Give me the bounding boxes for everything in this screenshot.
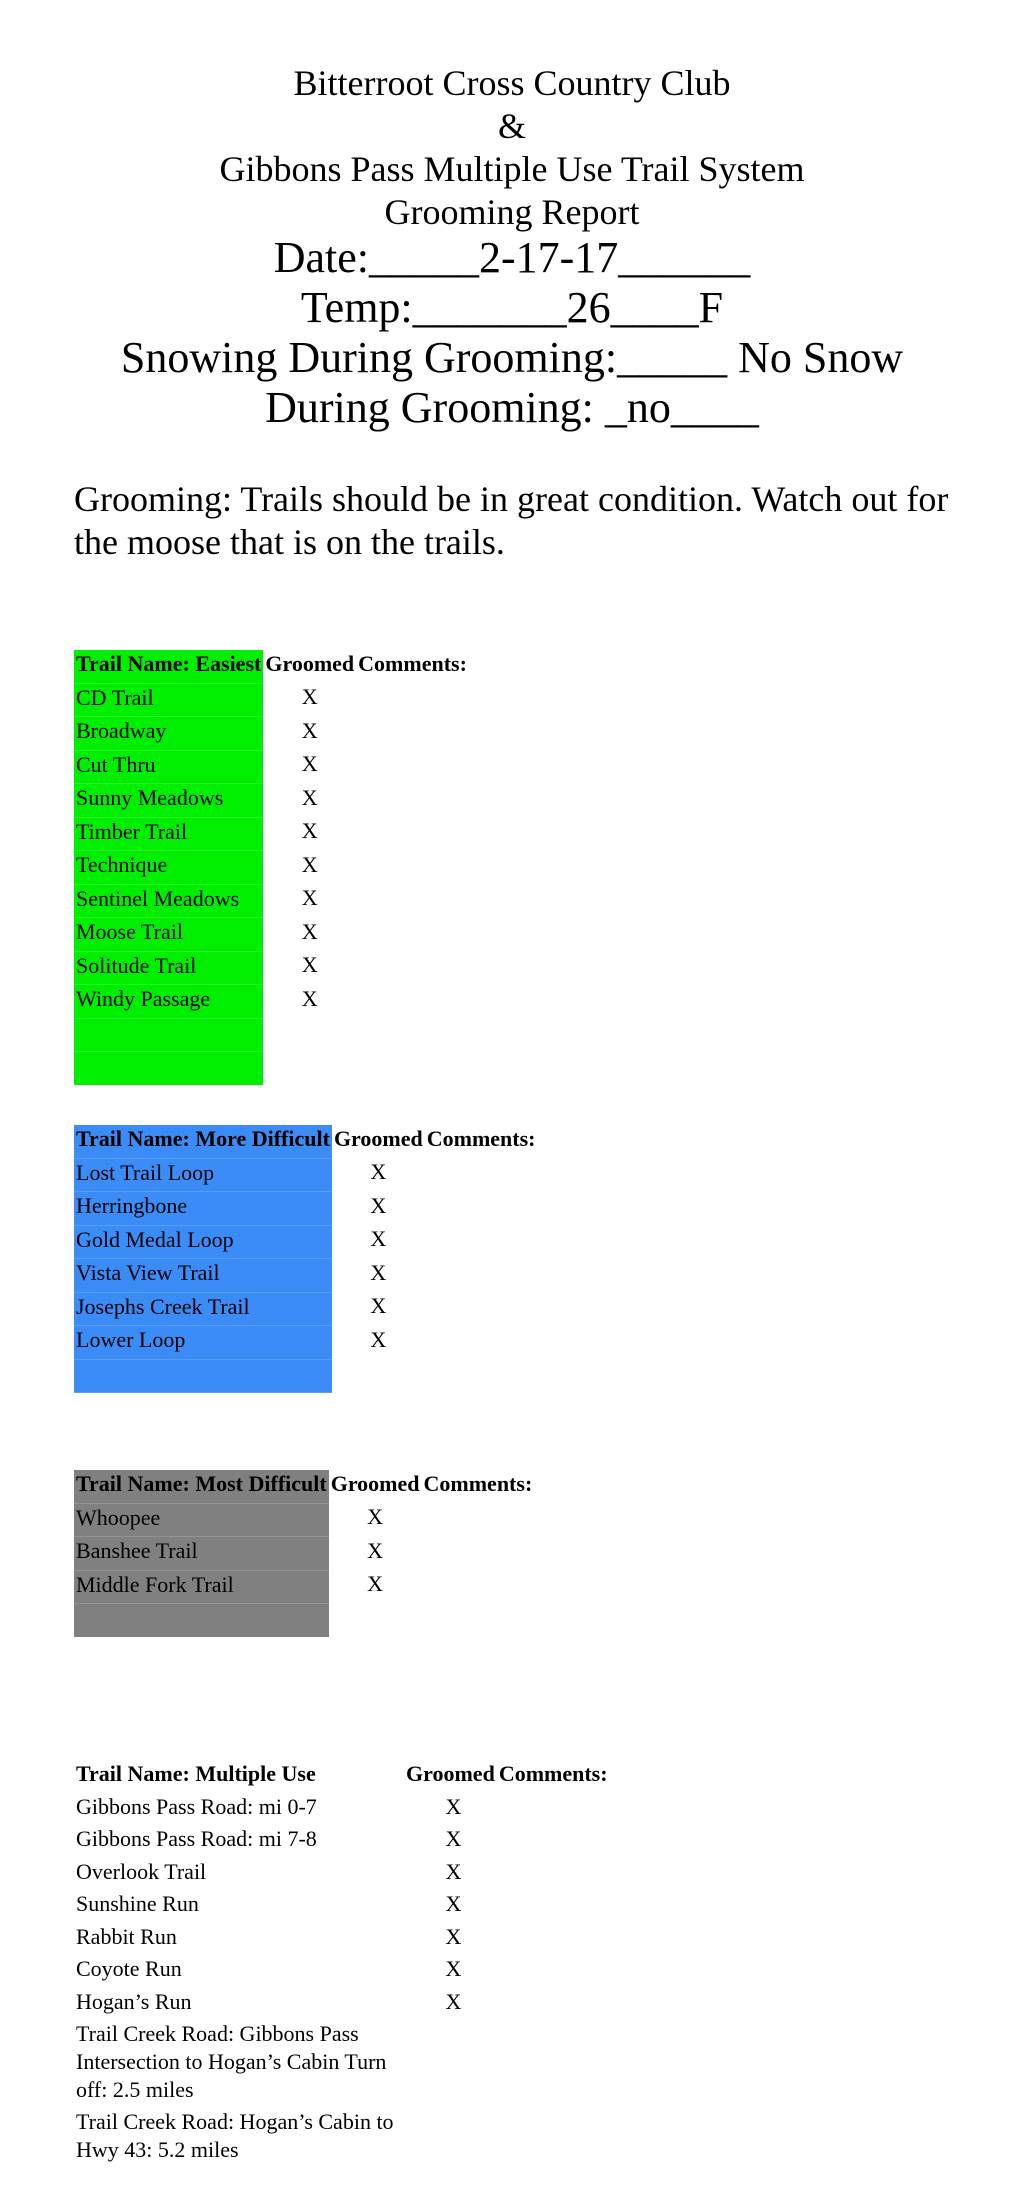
comments-cell [422,1537,535,1571]
trail-row [74,1259,538,1293]
comments-header: Comments: [423,1471,533,1496]
empty-cell [356,1052,469,1086]
groomed-cell: X [445,1891,462,1916]
empty-cell [332,1359,425,1393]
trail-name-header: Trail Name: More Difficult [74,1125,332,1158]
comments-cell [356,918,469,952]
trail-row [74,1955,610,1988]
trail-row [74,2020,610,2108]
comments-cell [497,1988,610,2021]
groomed-cell: X [370,1159,387,1184]
trail-name-cell: Broadway [74,717,263,751]
groomed-cell: X [301,818,318,843]
trail-row [74,1225,538,1259]
comments-cell [356,851,469,885]
trail-row [74,851,469,885]
empty-cell [422,1604,535,1638]
trail-name-cell: Rabbit Run [76,1923,177,1949]
trail-name-cell: Gibbons Pass Road: mi 0-7 [76,1793,317,1819]
groomed-cell: X [301,885,318,910]
groomed-cell: X [301,918,318,944]
trail-name-cell: Josephs Creek Trail [74,1292,332,1326]
comments-cell [497,1825,610,1858]
groomed-cell [404,2020,497,2108]
date-line: Date:_____2-17-17______ [273,233,751,282]
trail-name-cell: Sentinel Meadows [74,884,263,918]
trail-name-cell: Sunshine Run [76,1891,199,1916]
trail-row [74,1537,534,1571]
trail-name-cell: Gibbons Pass Road: mi 7-8 [76,1826,317,1851]
groomed-cell: X [370,1226,387,1251]
trail-row [74,1858,610,1891]
comments-cell [356,683,469,717]
comments-cell [356,985,469,1019]
groomed-cell: X [301,751,318,776]
trail-row [74,1292,538,1326]
groomed-cell: X [301,851,318,877]
comments-cell [356,784,469,818]
comments-cell [497,1923,610,1956]
trail-system-name: Gibbons Pass Multiple Use Trail System [219,149,805,189]
groomed-cell: X [301,784,318,810]
trail-row [74,1192,538,1226]
comments-cell [425,1158,538,1192]
trail-row [74,1923,610,1956]
groomed-cell: X [370,1192,387,1218]
comments-cell [356,817,469,851]
trail-name-cell: Middle Fork Trail [74,1570,329,1604]
comments-cell [356,951,469,985]
multiple-use-trails-table [74,1760,610,2168]
trail-row [74,1825,610,1858]
empty-cell [74,1359,332,1393]
trail-name-cell: Herringbone [74,1192,332,1226]
trail-name-cell: Trail Creek Road: Gibbons Pass Intersection to Hogan’s Cabin Turn off: 2.5 miles [76,2021,387,2102]
comments-cell [425,1192,538,1226]
comments-cell [422,1503,535,1537]
groomed-cell: X [301,717,318,743]
trail-name-cell: Hogan’s Run [76,1988,192,2014]
trail-row [74,1890,610,1923]
groomed-cell: X [445,1793,462,1819]
empty-cell [425,1359,538,1393]
trail-row [74,817,469,851]
comments-cell [356,750,469,784]
trail-name-cell: Sunny Meadows [74,784,263,818]
trail-row [74,1570,534,1604]
groomed-cell: X [301,684,318,709]
trail-name-cell: Trail Creek Road: Hogan’s Cabin to Hwy 43: 5.2 miles [76,2109,394,2162]
temp-line: Temp:_______26____F [300,283,724,332]
during-grooming-line: During Grooming: _no____ [265,383,759,432]
groomed-cell: X [445,1923,462,1949]
trail-name-cell: Timber Trail [74,817,263,851]
empty-cell [263,1052,356,1086]
trail-row [74,717,469,751]
groomed-cell: X [367,1537,384,1563]
groomed-cell: X [370,1326,387,1352]
comments-cell [356,717,469,751]
empty-cell [356,1018,469,1052]
more-difficult-trails-table [74,1125,538,1393]
comments-header: Comments: [426,1126,536,1151]
trail-row [74,985,469,1019]
trail-row [74,884,469,918]
trail-name-header: Trail Name: Most Difficult [74,1470,329,1503]
trail-name-header: Trail Name: Multiple Use [76,1761,316,1786]
empty-cell [74,1052,263,1086]
trail-name-cell: Lower Loop [74,1326,332,1360]
comments-cell [497,1793,610,1826]
groomed-cell: X [445,1956,462,1981]
table-header-row [74,1125,538,1158]
empty-row [74,1604,534,1638]
comments-cell [422,1570,535,1604]
ampersand: & [497,106,526,146]
comments-cell [425,1292,538,1326]
trail-name-cell: Coyote Run [76,1956,182,1981]
groomed-cell: X [301,952,318,977]
trail-name-cell: Banshee Trail [74,1537,329,1571]
empty-row [74,1018,469,1052]
groomed-header: Groomed [406,1761,495,1786]
groomed-cell: X [370,1259,387,1285]
most-difficult-trails-table [74,1470,534,1638]
trail-row [74,1793,610,1826]
trail-name-cell: Solitude Trail [74,951,263,985]
comments-header: Comments: [358,651,467,676]
groomed-cell: X [367,1504,384,1529]
groomed-cell: X [367,1571,384,1596]
trail-name-cell: Gold Medal Loop [74,1225,332,1259]
comments-cell [497,1955,610,1988]
trail-name-cell: Vista View Trail [74,1259,332,1293]
trail-row [74,918,469,952]
empty-cell [263,1018,356,1052]
trail-row [74,1988,610,2021]
grooming-note: Grooming: Trails should be in great condition. Watch out for the moose that is on the trails. [74,479,949,562]
empty-cell [74,1604,329,1638]
table-header-row [74,1760,610,1793]
trail-name-cell: Whoopee [74,1503,329,1537]
table-header-row [74,1470,534,1503]
comments-cell [497,2020,610,2108]
comments-cell [497,1890,610,1923]
trail-name-header: Trail Name: Easiest [74,650,263,683]
comments-cell [497,1858,610,1891]
trail-row [74,750,469,784]
trail-name-cell: Lost Trail Loop [74,1158,332,1192]
comments-cell [425,1326,538,1360]
trail-row [74,951,469,985]
comments-header: Comments: [498,1761,608,1786]
trail-name-cell: Technique [74,851,263,885]
easiest-trails-table [74,650,469,1086]
trail-row [74,1503,534,1537]
snowing-line: Snowing During Grooming:_____ No Snow [120,333,904,382]
groomed-header: Groomed [265,651,355,676]
empty-row [74,1359,538,1393]
trail-name-cell: CD Trail [74,683,263,717]
trail-row [74,784,469,818]
groomed-header: Groomed [333,1126,423,1151]
comments-cell [497,2108,610,2168]
trail-name-cell: Overlook Trail [76,1858,207,1884]
groomed-cell: X [301,985,318,1011]
trail-name-cell: Windy Passage [74,985,263,1019]
comments-cell [425,1259,538,1293]
comments-cell [425,1225,538,1259]
groomed-cell: X [445,1858,462,1884]
comments-cell [356,884,469,918]
groomed-header: Groomed [330,1471,420,1496]
trail-row [74,1158,538,1192]
empty-cell [74,1018,263,1052]
report-title: Grooming Report [384,192,640,232]
table-header-row [74,650,469,683]
groomed-cell [404,2108,497,2168]
trail-name-cell: Moose Trail [74,918,263,952]
groomed-cell: X [445,1988,462,2014]
groomed-cell: X [445,1826,462,1851]
trail-name-cell: Cut Thru [74,750,263,784]
trail-row [74,683,469,717]
groomed-cell: X [370,1293,387,1318]
empty-cell [329,1604,422,1638]
trail-row [74,2108,610,2168]
club-name: Bitterroot Cross Country Club [293,63,731,103]
empty-row [74,1052,469,1086]
trail-row [74,1326,538,1360]
